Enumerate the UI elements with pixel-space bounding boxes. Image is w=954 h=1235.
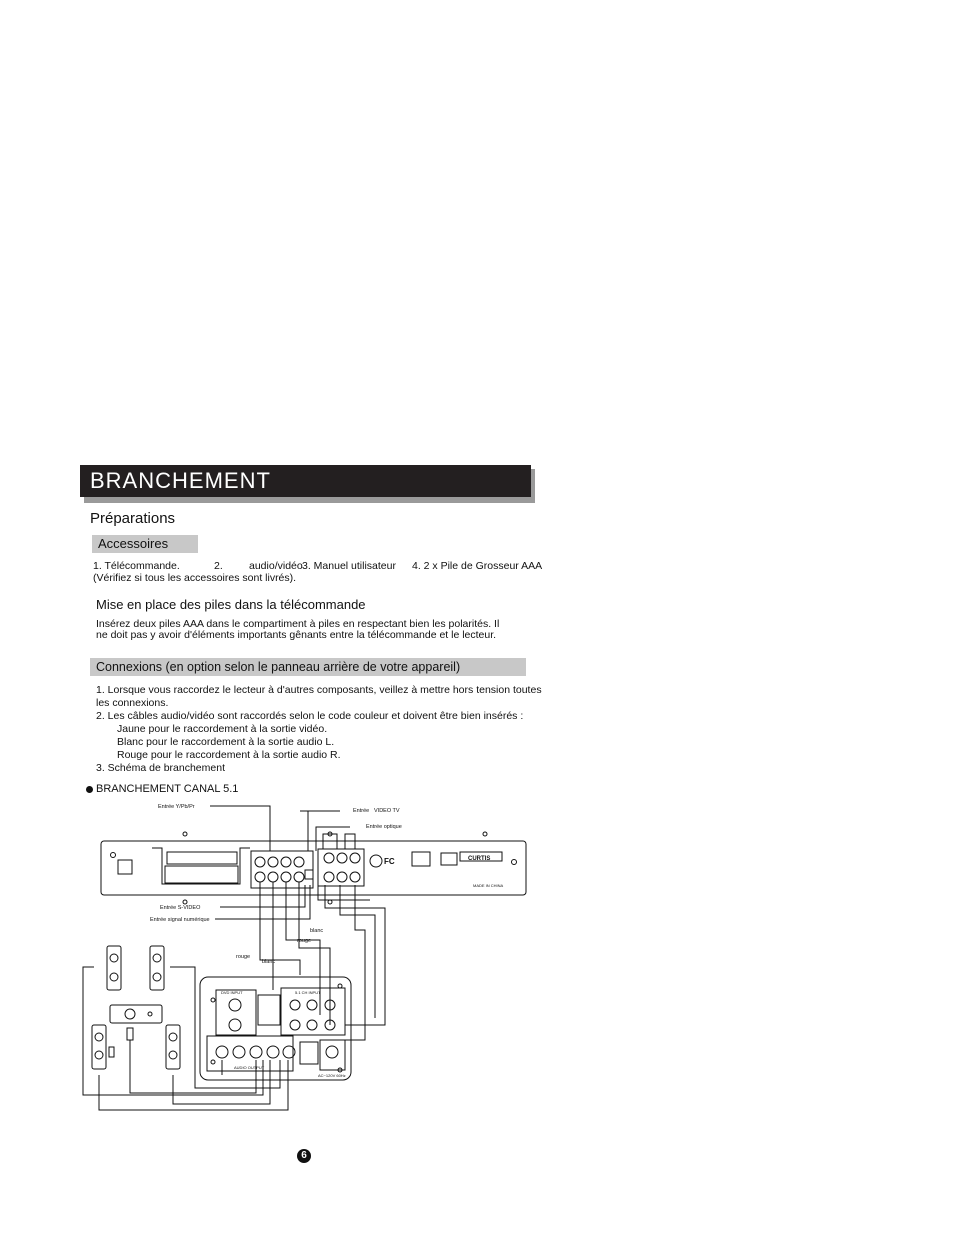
speaker-surround-right: [166, 1025, 180, 1069]
connexions-line-1: 1. Lorsque vous raccordez le lecteur à d'autres composants, veillez à mettre hors tension toutes: [96, 684, 542, 696]
piles-line-1: Insérez deux piles AAA dans le compartiment à piles en respectant bien les polarités. Il: [96, 618, 500, 630]
preparations-heading: Préparations: [90, 510, 176, 527]
label-audio-output: AUDIO OUTPUT: [234, 1065, 265, 1070]
page-title: BRANCHEMENT: [80, 465, 531, 497]
speaker-front-right: [150, 946, 164, 990]
accessory-note: (Vérifiez si tous les accessoires sont livrés).: [93, 572, 297, 584]
label-dvd-input: DVD INPUT: [221, 990, 243, 995]
connexions-line-7: 3. Schéma de branchement: [96, 762, 225, 774]
label-rouge-2: rouge: [236, 954, 251, 960]
accessory-item-2-text: audio/vidéo: [249, 560, 303, 572]
piles-heading: Mise en place des piles dans la télécommande: [96, 597, 366, 612]
label-rouge-1: rouge: [297, 938, 312, 944]
speaker-front-left: [107, 946, 121, 990]
accessory-item-1: 1. Télécommande.: [93, 560, 180, 572]
connexions-line-4: Jaune pour le raccordement à la sortie vidéo.: [117, 723, 328, 735]
label-blanc-2: blanc: [262, 959, 276, 965]
accessory-item-4: 4. 2 x Pile de Grosseur AAA: [412, 560, 543, 572]
label-entree-numerique: Entrée signal numérique: [150, 917, 210, 923]
label-voltage: AC~120V 60Hz: [318, 1073, 346, 1078]
label-51ch-input: 5.1 CH INPUT: [295, 990, 321, 995]
connexions-line-6: Rouge pour le raccordement à la sortie audio R.: [117, 749, 341, 761]
brand-logo: CURTIS: [468, 856, 491, 862]
section-51-heading: BRANCHEMENT CANAL 5.1: [96, 783, 239, 795]
fc-logo: FC: [384, 857, 395, 866]
accessory-item-3: 3. Manuel utilisateur: [302, 560, 396, 572]
label-made-in: MADE IN CHINA: [473, 883, 504, 888]
label-entree-ypbpr: Entrée Y/Pb/Pr: [158, 804, 195, 810]
speaker-surround-left: [92, 1025, 106, 1069]
speaker-center: [110, 1005, 162, 1023]
label-video-tv: VIDEO TV: [374, 808, 400, 814]
accessory-item-2: 2.: [214, 560, 223, 572]
label-entree: Entrée: [353, 808, 370, 814]
piles-line-2: ne doit pas y avoir d'éléments importants gênants entre la télécommande et le lecteur.: [96, 629, 497, 641]
connexions-tab: Connexions (en option selon le panneau arrière de votre appareil): [90, 658, 526, 676]
connexions-line-3: 2. Les câbles audio/vidéo sont raccordés selon le code couleur et doivent être bien insérés :: [96, 710, 524, 722]
connexions-line-5: Blanc pour le raccordement à la sortie audio L.: [117, 736, 335, 748]
connexions-line-2: les connexions.: [96, 697, 169, 709]
label-entree-optique: Entrée optique: [366, 824, 402, 830]
label-blanc-1: blanc: [310, 928, 324, 934]
page-number: 6: [297, 1149, 311, 1163]
accessoires-tab: Accessoires: [92, 535, 198, 553]
label-entree-svideo: Entrée S-VIDEO: [160, 905, 201, 911]
